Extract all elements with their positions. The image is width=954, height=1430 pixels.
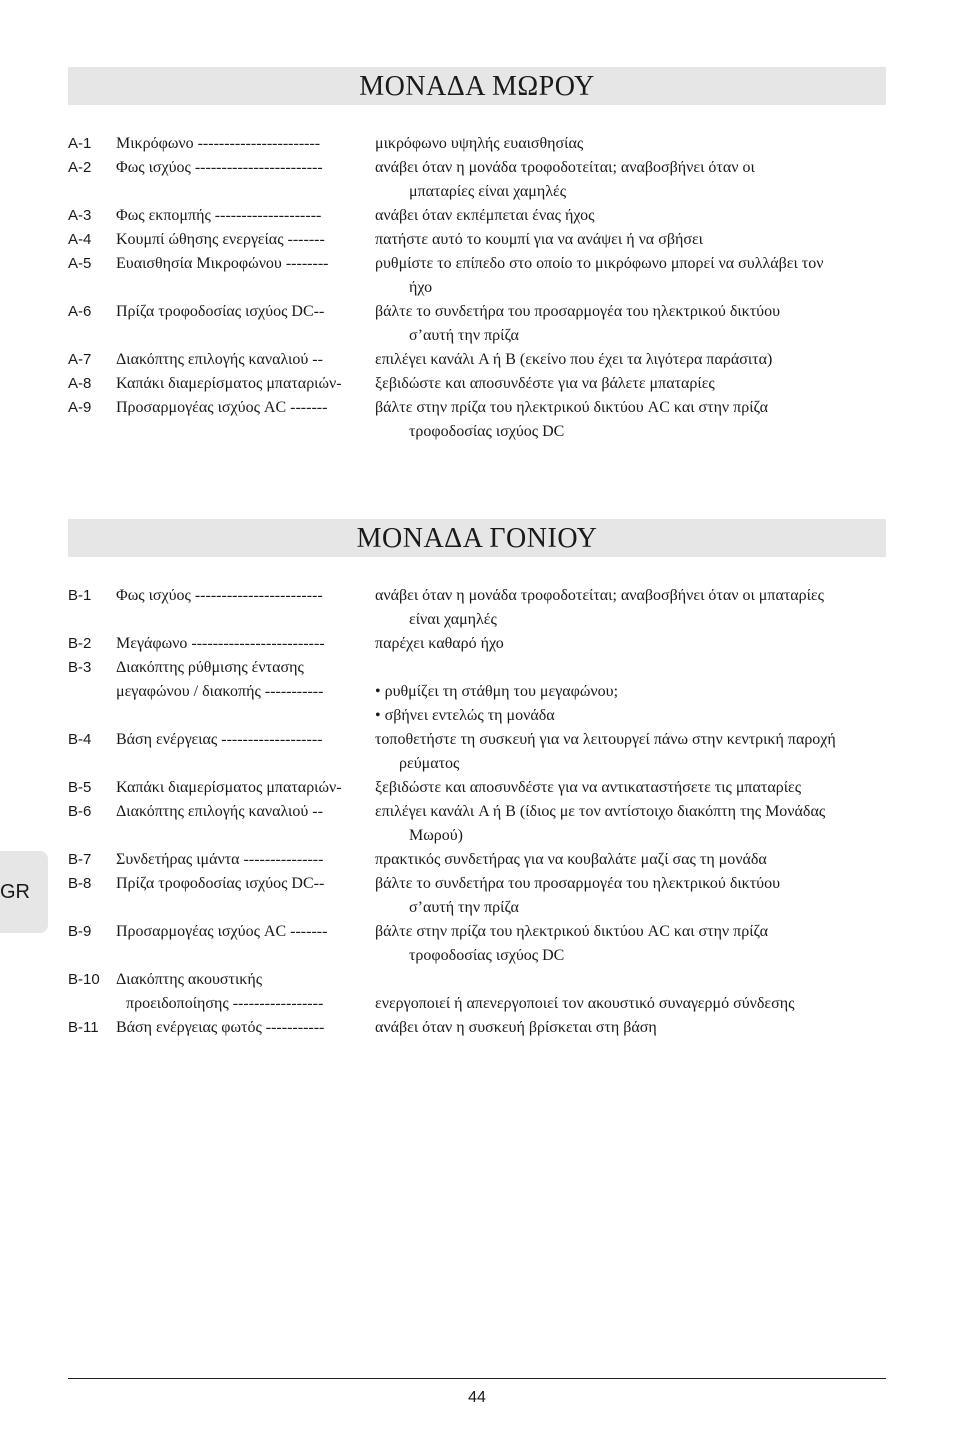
item-description-line: τροφοδοσίας ισχύος DC: [409, 423, 565, 440]
item-description-line: ρυθμίστε το επίπεδο στο οποίο το μικρόφωνο μπορεί να συλλάβει τον: [375, 255, 824, 272]
item-description: [375, 204, 898, 228]
item-description: [375, 228, 898, 252]
item-description: [375, 132, 898, 156]
item-label: Διακόπτης επιλογής καναλιού --: [116, 351, 323, 368]
item-label: Φως ισχύος ------------------------: [116, 587, 323, 604]
item-label: Φως εκπομπής --------------------: [116, 207, 322, 224]
list-item: [68, 300, 898, 348]
item-description-line: πατήστε αυτό το κουμπί για να ανάψει ή να σβήσει: [375, 231, 703, 248]
item-description-line: ξεβιδώστε και αποσυνδέστε για να αντικαταστήσετε τις μπαταρίες: [375, 779, 802, 796]
item-label: Διακόπτης ακουστικής: [116, 971, 263, 988]
list-item: [68, 800, 898, 848]
item-description-line: ήχο: [409, 279, 433, 296]
item-description: [375, 372, 898, 396]
item-description: [375, 584, 898, 632]
language-tab-label: GR: [0, 881, 30, 903]
list-item: [68, 132, 898, 156]
item-label-continued: προειδοποίησης -----------------: [126, 995, 324, 1012]
item-label: Διακόπτης ρύθμισης έντασης: [116, 659, 304, 676]
list-item: [68, 656, 898, 728]
section-title-parent-unit: ΜΟΝΑΔΑ ΓΟΝΙΟΥ: [68, 519, 886, 557]
item-description-line: ανάβει όταν η μονάδα τροφοδοτείται; αναβοσβήνει όταν οι μπαταρίες: [375, 587, 824, 604]
item-description-line: είναι χαμηλές: [409, 611, 497, 628]
item-label: Βάση ενέργειας -------------------: [116, 731, 323, 748]
item-code: B-3: [68, 659, 92, 676]
item-description: [375, 728, 898, 776]
list-item: [68, 348, 898, 372]
item-code: B-4: [68, 731, 92, 748]
parent-unit-list: [68, 584, 898, 1040]
item-label: Καπάκι διαμερίσματος μπαταριών-: [116, 779, 342, 796]
list-item: [68, 872, 898, 920]
list-item: [68, 848, 898, 872]
list-item: [68, 1016, 898, 1040]
item-code: A-2: [68, 159, 92, 176]
item-label: Βάση ενέργειας φωτός -----------: [116, 1019, 325, 1036]
item-description-line: μικρόφωνο υψηλής ευαισθησίας: [375, 135, 584, 152]
list-item: [68, 372, 898, 396]
item-code: B-1: [68, 587, 92, 604]
item-description-line: ανάβει όταν εκπέμπεται ένας ήχος: [375, 207, 595, 224]
item-code: B-7: [68, 851, 92, 868]
item-description: [375, 1016, 898, 1040]
list-item: [68, 204, 898, 228]
item-description: [375, 656, 898, 728]
item-description: [375, 156, 898, 204]
item-label: Ευαισθησία Μικροφώνου --------: [116, 255, 329, 272]
item-description-line: ανάβει όταν η συσκευή βρίσκεται στη βάση: [375, 1019, 657, 1036]
item-description: [375, 920, 898, 968]
item-description-line: βάλτε το συνδετήρα του προσαρμογέα του ηλεκτρικού δικτύου: [375, 875, 781, 892]
section-title-baby-unit: ΜΟΝΑΔΑ ΜΩΡΟΥ: [68, 67, 886, 105]
item-label: Φως ισχύος ------------------------: [116, 159, 323, 176]
item-description: [375, 348, 898, 372]
item-description-line: επιλέγει κανάλι A ή B (ίδιος με τον αντίστοιχο διακόπτη της Μονάδας: [375, 803, 826, 820]
list-item: [68, 776, 898, 800]
language-tab: [0, 851, 48, 933]
item-description: [375, 800, 898, 848]
item-code: A-1: [68, 135, 92, 152]
item-description-line: πρακτικός συνδετήρας για να κουβαλάτε μαζί σας τη μονάδα: [375, 851, 767, 868]
item-code: A-4: [68, 231, 92, 248]
item-description-line: επιλέγει κανάλι A ή B (εκείνο που έχει τα λιγότερα παράσιτα): [375, 351, 773, 368]
item-label: Μεγάφωνο -------------------------: [116, 635, 325, 652]
item-description-line: σ’αυτή την πρίζα: [409, 327, 519, 344]
list-item: [68, 396, 898, 444]
list-item: [68, 968, 898, 1016]
item-label: Συνδετήρας ιμάντα ---------------: [116, 851, 324, 868]
item-description-line: βάλτε στην πρίζα του ηλεκτρικού δικτύου AC και στην πρίζα: [375, 923, 768, 940]
list-item: [68, 584, 898, 632]
item-description: [375, 968, 898, 1016]
item-description-line: • ρυθμίζει τη στάθμη του μεγαφώνου;: [375, 683, 619, 700]
item-label: Καπάκι διαμερίσματος μπαταριών-: [116, 375, 342, 392]
item-description-line: ξεβιδώστε και αποσυνδέστε για να βάλετε μπαταρίες: [375, 375, 715, 392]
item-description-line: σ’αυτή την πρίζα: [409, 899, 519, 916]
item-code: A-6: [68, 303, 92, 320]
item-code: B-11: [68, 1019, 99, 1036]
item-description-line: μπαταρίες είναι χαμηλές: [409, 183, 567, 200]
item-description-line: Μωρού): [409, 827, 463, 844]
item-description-line: βάλτε στην πρίζα του ηλεκτρικού δικτύου AC και στην πρίζα: [375, 399, 768, 416]
item-label: Διακόπτης επιλογής καναλιού --: [116, 803, 323, 820]
item-label: Προσαρμογέας ισχύος AC -------: [116, 399, 328, 416]
item-label: Μικρόφωνο -----------------------: [116, 135, 321, 152]
item-description: [375, 396, 898, 444]
item-code: A-8: [68, 375, 92, 392]
list-item: [68, 632, 898, 656]
item-label-continued: μεγαφώνου / διακοπής -----------: [116, 683, 324, 700]
item-code: A-7: [68, 351, 92, 368]
item-description-line: ενεργοποιεί ή απενεργοποιεί τον ακουστικό συναγερμό σύνδεσης: [375, 995, 795, 1012]
item-code: B-9: [68, 923, 92, 940]
item-code: B-6: [68, 803, 92, 820]
item-label: Κουμπί ώθησης ενεργείας -------: [116, 231, 325, 248]
item-description: [375, 252, 898, 300]
item-description-line: τροφοδοσίας ισχύος DC: [409, 947, 565, 964]
item-label: Πρίζα τροφοδοσίας ισχύος DC--: [116, 875, 325, 892]
page-number: 44: [468, 1389, 486, 1406]
list-item: [68, 728, 898, 776]
item-description: [375, 872, 898, 920]
item-code: B-8: [68, 875, 92, 892]
item-description-line: ρεύματος: [399, 755, 460, 772]
item-description-line: βάλτε το συνδετήρα του προσαρμογέα του ηλεκτρικού δικτύου: [375, 303, 781, 320]
list-item: [68, 920, 898, 968]
item-description-line: ανάβει όταν η μονάδα τροφοδοτείται; αναβοσβήνει όταν οι: [375, 159, 755, 176]
item-code: A-9: [68, 399, 92, 416]
list-item: [68, 252, 898, 300]
item-description: [375, 632, 898, 656]
item-code: B-5: [68, 779, 92, 796]
list-item: [68, 156, 898, 204]
item-code: B-2: [68, 635, 92, 652]
footer-rule: [68, 1378, 886, 1379]
baby-unit-list: [68, 132, 898, 444]
item-code: A-5: [68, 255, 92, 272]
item-description-line: τοποθετήστε τη συσκευή για να λειτουργεί πάνω στην κεντρική παροχή: [375, 731, 836, 748]
item-description: [375, 776, 898, 800]
item-description: [375, 848, 898, 872]
item-description-line: • σβήνει εντελώς τη μονάδα: [375, 707, 555, 724]
item-label: Πρίζα τροφοδοσίας ισχύος DC--: [116, 303, 325, 320]
item-code: B-10: [68, 971, 100, 988]
item-description-line: παρέχει καθαρό ήχο: [375, 635, 504, 652]
list-item: [68, 228, 898, 252]
item-label: Προσαρμογέας ισχύος AC -------: [116, 923, 328, 940]
item-description: [375, 300, 898, 348]
item-code: A-3: [68, 207, 92, 224]
